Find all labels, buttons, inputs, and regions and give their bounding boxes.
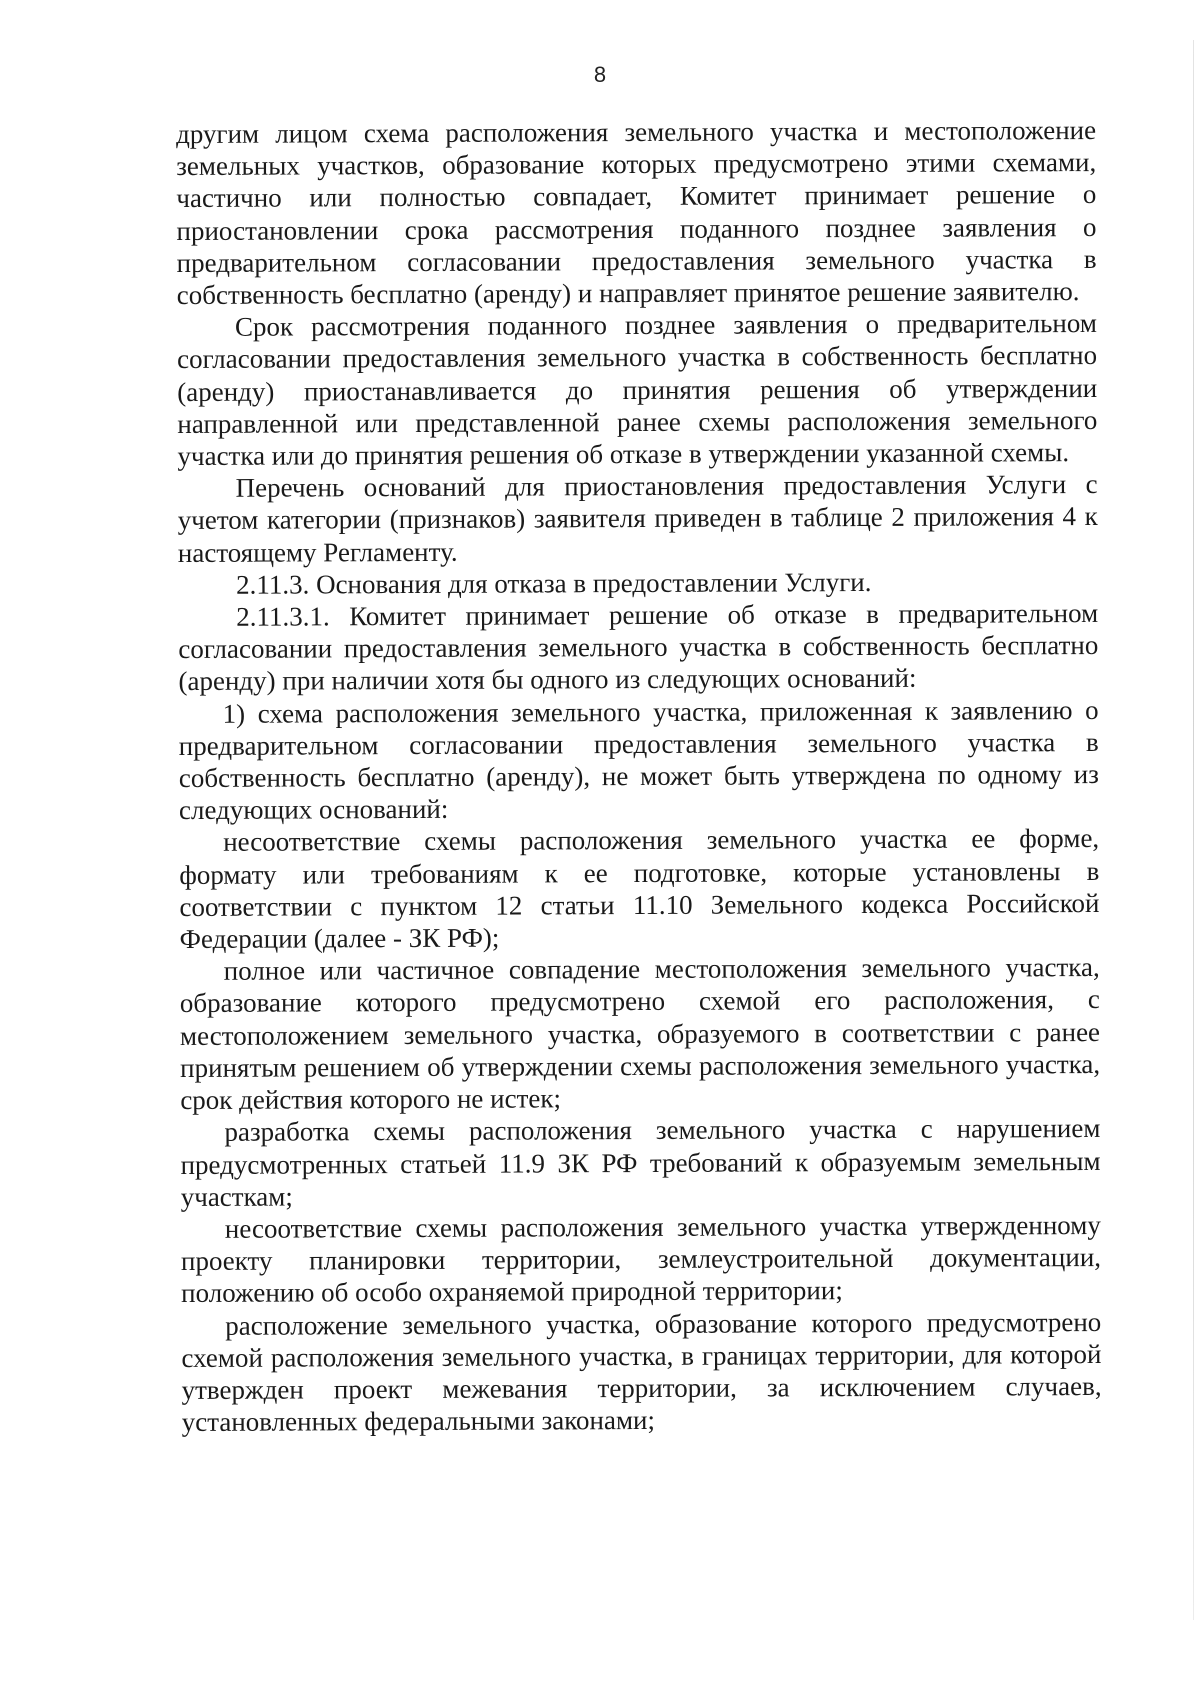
list-subitem-planning-mismatch: несоответствие схемы расположения земельного участка утвержденному проекту планировки территории, землеустроительной документации, положению об особо охраняемой природной территории; [180, 1209, 1102, 1309]
list-subitem-development-violation: разработка схемы расположения земельного участка с нарушением предусмотренных статьей 11.9 ЗК РФ требований к образуемым земельным участкам; [180, 1113, 1101, 1212]
page-number: 8 [593, 62, 607, 87]
list-subitem-form-mismatch: несоответствие схемы расположения земельного участка ее форме, формату или требованиям к ее подготовке, которые установлены в соответствии с пунктом 12 статьи 11.10 Земельного кодекса Российской Федерации (далее - ЗК РФ); [179, 823, 1100, 955]
list-subitem-location-overlap: полное или частичное совпадение местоположения земельного участка, образование которого предусмотрено схемой его расположения, с местоположением земельного участка, образуемого в соответствии с ранее принятым решением об утверждении схемы расположения земельного участка, срок действия которого не истек; [179, 952, 1101, 1116]
list-subitem-survey-territory: расположение земельного участка, образование которого предусмотрено схемой расположения земельного участка, в границах территории, для которой утвержден проект межевания территории, за исключением случаев, установленных федеральными законами; [181, 1306, 1102, 1438]
document-body [176, 114, 1102, 1438]
section-heading-2-11-3: 2.11.3. Основания для отказа в предоставлении Услуги. [235, 566, 872, 600]
scan-edge-line [1193, 40, 1194, 1620]
paragraph-suspension-grounds-list: Перечень оснований для приостановления предоставления Услуги с учетом категории (признаков) заявителя приведен в таблице 2 приложения 4 к настоящему Регламенту. [177, 469, 1098, 568]
list-item-1: 1) схема расположения земельного участка, приложенная к заявлению о предварительном согласовании предоставления земельного участка в собственность бесплатно (аренду), не может быть утверждена по одному из следующих оснований: [178, 694, 1099, 826]
paragraph-suspension-term: Срок рассмотрения поданного позднее заявления о предварительном согласовании предоставления земельного участка в собственность бесплатно (аренду) приостанавливается до принятия решения об утверждении направленной или представленной ранее схемы расположения земельного участка или до принятия решения об отказе в утверждении указанной схемы. [176, 308, 1098, 472]
paragraph-continuation: другим лицом схема расположения земельного участка и местоположение земельных участков, образование которых предусмотрено этими схемами, частично или полностью совпадает, Комитет принимает решение о приостановлении срока рассмотрения поданного позднее заявления о предварительном согласовании предоставления земельного участка в собственность бесплатно (аренду) и направляет принятое решение заявителю. [176, 114, 1097, 311]
paragraph-2-11-3-1: 2.11.3.1. Комитет принимает решение об отказе в предварительном согласовании предоставления земельного участка в собственность бесплатно (аренду) при наличии хотя бы одного из следующих оснований: [178, 598, 1099, 697]
